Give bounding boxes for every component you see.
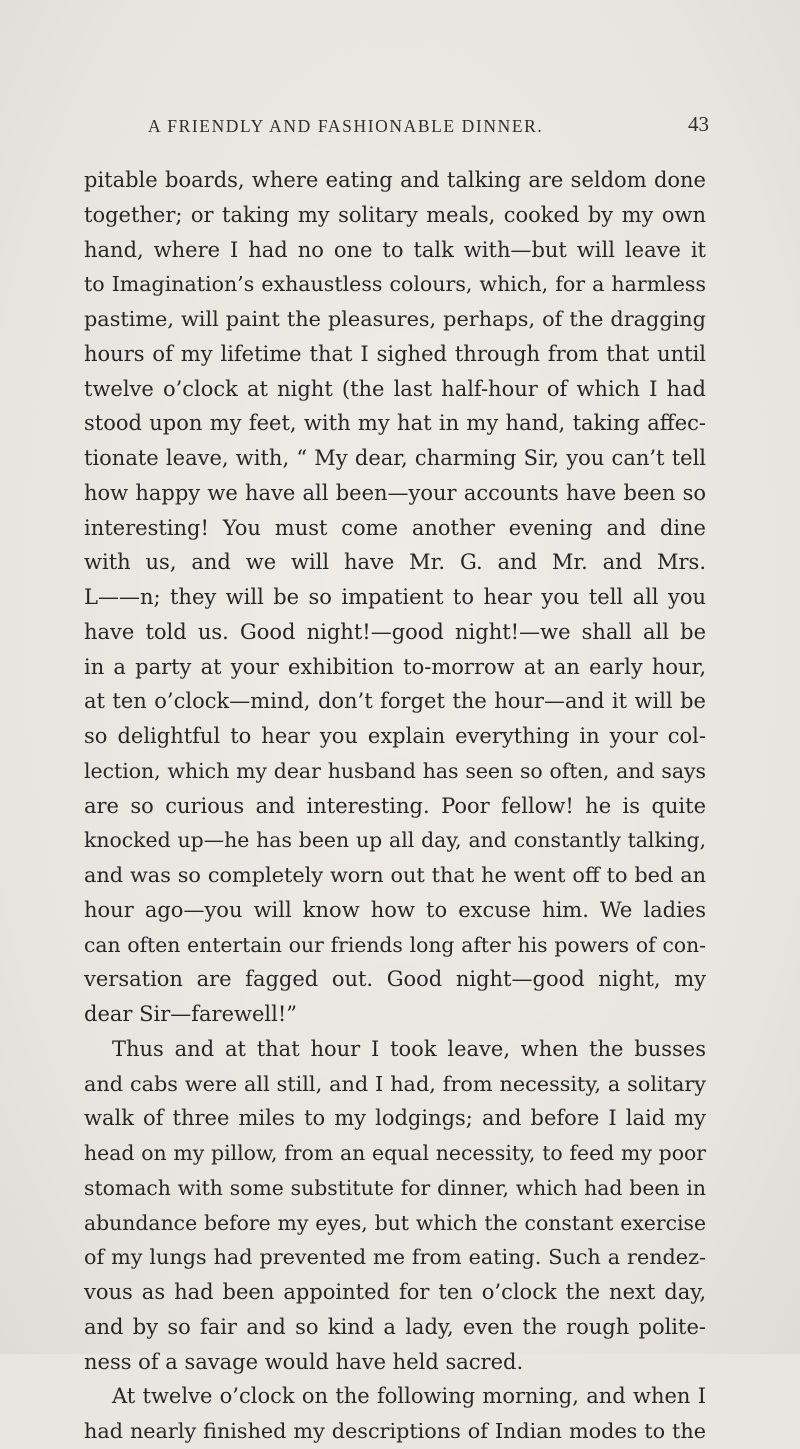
text-line: can often entertain our friends long after his powers of con- [84, 932, 706, 957]
text-line: L——n; they will be so impatient to hear you tell all you [84, 585, 706, 609]
text-line: of my lungs had prevented me from eating. Such a rendez- [84, 1245, 706, 1270]
text-line: had nearly finished my descriptions of Indian modes to the [84, 1419, 706, 1443]
text-line: versation are fagged out. Good night—good night, my [84, 967, 706, 992]
text-line: hours of my lifetime that I sighed through from that until [84, 341, 706, 366]
text-line: stood upon my feet, with my hat in my hand, taking affec- [84, 411, 706, 436]
text-line: interesting! You must come another evening and dine [84, 515, 706, 540]
text-line: pitable boards, where eating and talking are seldom done [84, 168, 706, 192]
text-line: twelve o’clock at night (the last half-hour of which I had [84, 376, 706, 401]
text-line: have told us. Good night!—good night!—we shall all be [84, 619, 706, 644]
text-line: to Imagination’s exhaustless colours, which, for a harmless [84, 272, 706, 297]
text-line: so delightful to hear you explain everything in your col- [84, 724, 706, 748]
text-line: and was so completely worn out that he went off to bed an [84, 863, 706, 887]
text-line: ness of a savage would have held sacred. [84, 1349, 524, 1374]
text-line: are so curious and interesting. Poor fellow! he is quite [84, 793, 706, 818]
paragraph-first-line: At twelve o’clock on the following morning, and when I [112, 1384, 706, 1409]
text-line: and by so fair and so kind a lady, even the rough polite- [84, 1314, 706, 1339]
text-line: and cabs were all still, and I had, from necessity, a solitary [84, 1071, 706, 1096]
text-line: together; or taking my solitary meals, cooked by my own [84, 202, 706, 227]
text-line: hand, where I had no one to talk with—but will leave it [84, 237, 706, 262]
page-number: 43 [688, 112, 709, 136]
running-head: A FRIENDLY AND FASHIONABLE DINNER. [148, 116, 544, 136]
text-line: knocked up—he has been up all day, and constantly talking, [84, 828, 706, 853]
text-line: lection, which my dear husband has seen so often, and says [84, 758, 706, 783]
text-line: tionate leave, with, “ My dear, charming Sir, you can’t tell [84, 446, 706, 470]
text-line: with us, and we will have Mr. G. and Mr. and Mrs. [84, 550, 706, 575]
text-line: stomach with some substitute for dinner, which had been in [84, 1175, 706, 1200]
text-line: hour ago—you will know how to excuse him. We ladies [84, 897, 706, 922]
text-line: abundance before my eyes, but which the constant exercise [84, 1210, 706, 1235]
paragraph-first-line: Thus and at that hour I took leave, when the busses [112, 1036, 706, 1061]
text-line: dear Sir—farewell!” [84, 1002, 298, 1026]
text-line: head on my pillow, from an equal necessity, to feed my poor [84, 1141, 706, 1165]
text-line: vous as had been appointed for ten o’clock the next day, [84, 1280, 706, 1304]
text-line: walk of three miles to my lodgings; and before I laid my [84, 1106, 706, 1131]
text-line: pastime, will paint the pleasures, perhaps, of the dragging [84, 307, 706, 331]
text-line: how happy we have all been—your accounts have been so [84, 480, 706, 505]
body-text [84, 163, 706, 1449]
text-line: in a party at your exhibition to-morrow at an early hour, [84, 654, 706, 679]
text-line: at ten o’clock—mind, don’t forget the hour—and it will be [84, 689, 706, 714]
